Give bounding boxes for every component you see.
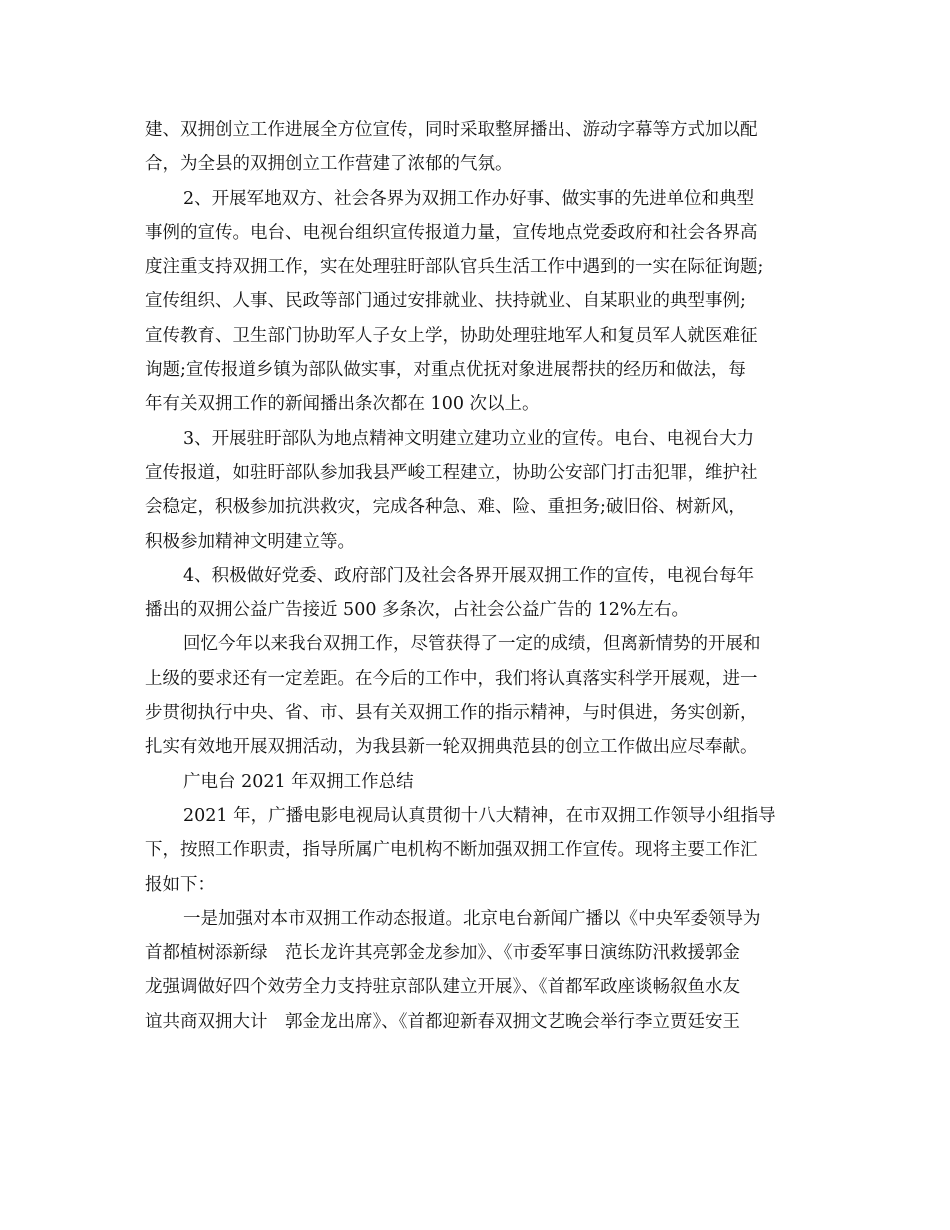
text-line: 会稳定，积极参加抗洪救灾，完成各种急、难、险、重担务;破旧俗、树新风， bbox=[145, 497, 746, 518]
text-line: 积极参加精神文明建立等。 bbox=[145, 531, 355, 552]
text-line: 事例的宣传。电台、电视台组织宣传报道力量，宣传地点党委政府和社会各界高 bbox=[145, 222, 758, 243]
paragraph-start-line: 3、开展驻盱部队为地点精神文明建立建功立业的宣传。电台、电视台大力 bbox=[183, 428, 755, 449]
text-line: 扎实有效地开展双拥活动，为我县新一轮双拥典范县的创立工作做出应尽奉献。 bbox=[145, 737, 758, 758]
text-line: 播出的双拥公益广告接近 500 多条次，占社会公益广告的 12%左右。 bbox=[145, 600, 689, 621]
text-line: 宣传组织、人事、民政等部门通过安排就业、扶持就业、自某职业的典型事例; bbox=[145, 291, 746, 312]
text-line: 报如下： bbox=[145, 874, 215, 895]
text-line: 首都植树添新绿 范长龙许其亮郭金龙参加》、《市委军事日演练防汛救援郭金 bbox=[145, 943, 740, 964]
text-line: 建、双拥创立工作进展全方位宣传，同时采取整屏播出、游动字幕等方式加以配 bbox=[145, 120, 758, 140]
paragraph-start-line: 一是加强对本市双拥工作动态报道。北京电台新闻广播以《中央军委领导为 bbox=[183, 908, 761, 929]
text-line: 合，为全县的双拥创立工作营建了浓郁的气氛。 bbox=[145, 154, 513, 175]
text-line: 度注重支持双拥工作，实在处理驻盱部队官兵生活工作中遇到的一实在际征询题; bbox=[145, 257, 764, 278]
text-line: 年有关双拥工作的新闻播出条次都在 100 次以上。 bbox=[145, 394, 540, 415]
text-line: 宣传教育、卫生部门协助军人子女上学，协助处理驻地军人和复员军人就医难征 bbox=[145, 325, 758, 346]
paragraph-start-line: 广电台 2021 年双拥工作总结 bbox=[183, 771, 414, 792]
text-line: 步贯彻执行中央、省、市、县有关双拥工作的指示精神，与时俱进，务实创新， bbox=[145, 703, 758, 724]
document-body bbox=[145, 113, 805, 1039]
text-line: 下，按照工作职责，指导所属广电机构不断加强双拥工作宣传。现将主要工作汇 bbox=[145, 840, 758, 861]
paragraph-start-line: 2021 年，广播电影电视局认真贯彻十八大精神，在市双拥工作领导小组指导 bbox=[183, 805, 776, 826]
paragraph-start-line: 4、积极做好党委、政府部门及社会各界开展双拥工作的宣传，电视台每年 bbox=[183, 565, 755, 586]
text-line: 上级的要求还有一定差距。在今后的工作中，我们将认真落实科学开展观，进一 bbox=[145, 668, 758, 689]
text-line: 宣传报道，如驻盱部队参加我县严峻工程建立，协助公安部门打击犯罪，维护社 bbox=[145, 462, 758, 483]
paragraph-start-line: 回忆今年以来我台双拥工作，尽管获得了一定的成绩，但离新情势的开展和 bbox=[183, 634, 761, 655]
text-line: 龙强调做好四个效劳全力支持驻京部队建立开展》、《首都军政座谈畅叙鱼水友 bbox=[145, 977, 740, 998]
text-line: 询题;宣传报道乡镇为部队做实事，对重点优抚对象进展帮扶的经历和做法，每 bbox=[145, 360, 746, 381]
paragraph-start-line: 2、开展军地双方、社会各界为双拥工作办好事、做实事的先进单位和典型 bbox=[183, 188, 755, 209]
text-line: 谊共商双拥大计 郭金龙出席》、《首都迎新春双拥文艺晚会举行李立贾廷安王 bbox=[145, 1011, 740, 1032]
